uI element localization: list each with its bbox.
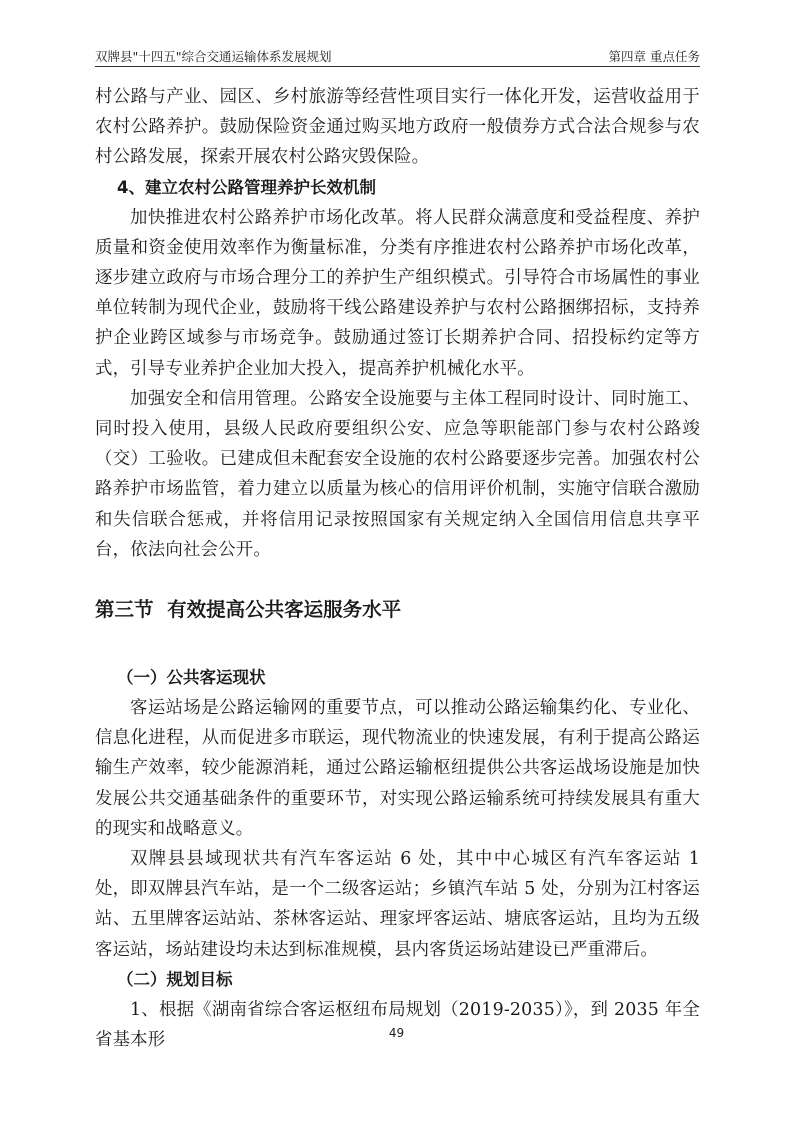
document-title: 双牌县"十四五"综合交通运输体系发展规划 (95, 49, 332, 64)
paragraph: 加强安全和信用管理。公路安全设施要与主体工程同时设计、同时施工、同时投入使用，县级人民政府要组织公安、应急等职能部门参与农村公路竣（交）工验收。已建成但未配套安全设施的农村公路要逐步完善。加强农村公路养护市场监管，着力建立以质量为核心的信用评价机制，实施守信联合激励和失信联合惩戒，并将信用记录按照国家有关规定纳入全国信用信息共享平台，依法向社会公开。 (95, 388, 700, 560)
paragraph: 1、根据《湖南省综合客运枢纽布局规划（2019-2035）》，到 2035 年全省基本形 (95, 999, 700, 1051)
page-number: 49 (388, 1026, 405, 1040)
paragraph: 加快推进农村公路养护市场化改革。将人民群众满意度和受益程度、养护质量和资金使用效率作为衡量标准，分类有序推进农村公路养护市场化改革，逐步建立政府与市场合理分工的养护生产组织模式。引导符合市场属性的事业单位转制为现代企业，鼓励将干线公路建设养护与农村公路捆绑招标，支持养护企业跨区域参与市场竞争。鼓励通过签订长期养护合同、招投标约定等方式，引导专业养护企业加大投入，提高养护机械化水平。 (95, 207, 700, 379)
page-body (95, 82, 700, 1055)
subsection-heading: （一）公共客运现状 (117, 668, 266, 688)
running-header (95, 44, 700, 67)
subsection-heading: 4、建立农村公路管理养护长效机制 (117, 177, 376, 197)
paragraph: 村公路与产业、园区、乡村旅游等经营性项目实行一体化开发，运营收益用于农村公路养护。鼓励保险资金通过购买地方政府一般债券方式合法合规参与农村公路发展，探索开展农村公路灾毁保险。 (95, 87, 700, 168)
section-heading: 第三节 有效提高公共客运服务水平 (95, 598, 402, 622)
subsection-heading: （二）规划目标 (117, 969, 233, 989)
paragraph: 客运站场是公路运输网的重要节点，可以推动公路运输集约化、专业化、信息化进程，从而促进多市联运，现代物流业的快速发展，有利于提高公路运输生产效率，较少能源消耗，通过公路运输枢纽提供公共客运战场设施是加快发展公共交通基础条件的重要环节，对实现公路运输系统可持续发展具有重大的现实和战略意义。 (95, 698, 700, 839)
chapter-title: 第四章 重点任务 (608, 49, 700, 64)
paragraph: 双牌县县域现状共有汽车客运站 6 处，其中中心城区有汽车客运站 1 处，即双牌县汽车站，是一个二级客运站；乡镇汽车站 5 处，分别为江村客运站、五里牌客运站站、茶林客运站、理家坪客运站、塘底客运站，且均为五级客运站，场站建设均未达到标准规模，县内客货运场站建设已严重滞后。 (95, 849, 700, 960)
